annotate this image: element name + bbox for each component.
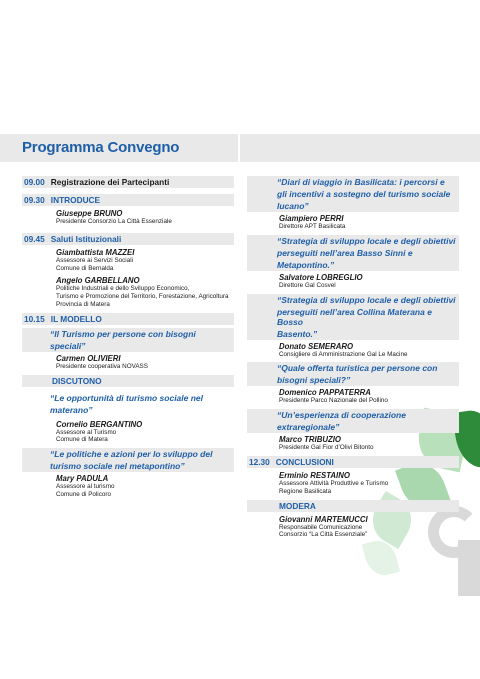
talk-title: “Quale offerta turistica per persone con (277, 363, 438, 374)
speaker (247, 342, 459, 359)
session-label: Saluti Istituzionali (50, 233, 122, 244)
talk-title: materano” (50, 404, 93, 415)
section-label: DISCUTONO (52, 375, 102, 386)
talk-title: turismo sociale nel metapontino” (50, 461, 185, 472)
talk-title-band (247, 362, 459, 386)
talk-title: “Diari di viaggio in Basilicata: i percorsi e (277, 177, 445, 187)
speaker (22, 276, 234, 308)
session-label: INTRODUCE (50, 195, 101, 205)
speaker-name: Erminio RESTAINO (279, 470, 350, 480)
talk-title: “Strategia di sviluppo locale e degli obiettivi (277, 235, 456, 246)
speaker (22, 248, 234, 273)
session-time: 09.45 (24, 233, 45, 244)
speaker-name: Mary PADULA (56, 474, 109, 484)
speaker-name: Domenico PAPPATERRA (279, 388, 371, 398)
speaker-role: Presidente cooperativa NOVASS (56, 362, 148, 370)
talk-title: extraregionale” (277, 422, 340, 433)
talk-title-band (247, 294, 459, 340)
speaker-role: Provincia di Matera (56, 300, 110, 308)
speaker-role: Responsabile Comunicazione (279, 523, 363, 531)
speaker (247, 388, 459, 405)
speaker-role: Assessore al turismo (56, 483, 115, 491)
logo-stem (458, 540, 480, 596)
talk-title-band (247, 176, 459, 212)
speaker (247, 471, 459, 496)
speaker-role: Consorzio “La Città Essenziale” (279, 531, 368, 539)
session-saluti (22, 233, 234, 245)
session-label: IL MODELLO (50, 313, 102, 324)
speaker-name: Giambattista MAZZEI (56, 247, 135, 257)
session-time: 12.30 (249, 456, 270, 467)
speaker-name: Angelo GARBELLANO (56, 276, 140, 286)
talk-title: perseguiti nell’area Collina Materana e Bosso (277, 306, 432, 327)
speaker-role: Regione Basilicata (279, 487, 332, 495)
speaker-name: Giovanni MARTEMUCCI (279, 514, 368, 524)
session-introduce (22, 194, 234, 206)
session-label: CONCLUSIONI (275, 456, 334, 467)
speaker (22, 354, 234, 371)
session-time: 09.00 (24, 177, 45, 187)
speaker (22, 209, 234, 226)
talk-title: bisogni speciali?” (277, 375, 351, 386)
speaker-name: Salvatore LOBREGLIO (279, 272, 363, 282)
speaker (22, 420, 234, 445)
talk-title-band (22, 328, 234, 352)
speaker-role: Assessore ai Servizi Sociali (56, 256, 133, 264)
section-modera (247, 500, 459, 512)
speaker-name: Giuseppe BRUNO (56, 209, 123, 218)
left-column (22, 176, 234, 503)
speaker-role: Consigliere di Amministrazione Gal Le Macine (279, 350, 408, 358)
speaker-name: Carmen OLIVIERI (56, 353, 121, 363)
speaker (22, 474, 234, 499)
right-column (247, 176, 459, 543)
talk-title: Metapontino.” (277, 259, 335, 270)
speaker-name: Cornelio BERGANTINO (56, 419, 143, 429)
session-time: 10.15 (24, 313, 45, 324)
page-title: Programma Convegno (22, 139, 180, 156)
speaker-role: Direttore APT Basilicata (279, 223, 346, 230)
top-blank-area (0, 0, 480, 133)
talk-title: lucano” (277, 201, 309, 211)
speaker (247, 214, 459, 231)
talk-title: perseguiti nell’area Basso Sinni e (277, 247, 413, 258)
speaker-role: Comune di Bernalda (56, 264, 114, 272)
session-modello (22, 313, 234, 325)
talk-title: Basento.” (277, 328, 318, 339)
talk-title: “Strategia di sviluppo locale e degli obiettivi (277, 294, 456, 305)
talk-title: “Le opportunità di turismo sociale nel (50, 392, 204, 403)
session-conclusioni (247, 456, 459, 468)
talk-title-band (22, 448, 234, 472)
speaker-role: Turismo e Promozione del Territorio, Forestazione, Agricoltura (56, 293, 229, 301)
section-discutono (22, 375, 234, 387)
talk-title: speciali” (50, 340, 86, 351)
speaker (247, 273, 459, 290)
speaker-role: Presidente Parco Nazionale del Pollino (279, 397, 388, 405)
speaker-role: Comune di Matera (56, 436, 108, 444)
talk-title: “Le politiche e azioni per lo sviluppo del (50, 449, 213, 460)
speaker-role: Comune di Policoro (56, 490, 111, 498)
speaker-role: Assessore al Turismo (56, 428, 117, 436)
speaker-role: Politiche Industriali e dello Sviluppo Economico, (56, 285, 190, 293)
speaker-name: Marco TRIBUZIO (279, 435, 341, 445)
talk-title: gli incentivi a sostegno del turismo sociale (277, 189, 451, 199)
talk-title: “Il Turismo per persone con bisogni (50, 328, 196, 339)
speaker-role: Assessore Attività Produttive e Turismo (279, 479, 389, 487)
session-label: Registrazione dei Partecipanti (50, 177, 170, 187)
speaker-role: Presidente Consorzio La Città Essenziale (56, 218, 172, 225)
speaker (247, 435, 459, 452)
speaker-name: Giampiero PERRI (279, 214, 344, 223)
speaker-role: Direttore Gal Cosvel (279, 281, 336, 289)
talk-title: “Un’esperienza di cooperazione (277, 410, 406, 421)
session-time: 09.30 (24, 195, 45, 205)
speaker (247, 515, 459, 540)
speaker-role: Presidente Gal Fior d’Olivi Bitonto (279, 444, 374, 452)
speaker-name: Donato SEMERARO (279, 341, 354, 351)
talk-title-band (247, 235, 459, 271)
talk-title-band (247, 409, 459, 433)
section-label: MODERA (279, 500, 316, 511)
session-registrazione (22, 176, 234, 188)
title-bar-right (240, 134, 480, 162)
